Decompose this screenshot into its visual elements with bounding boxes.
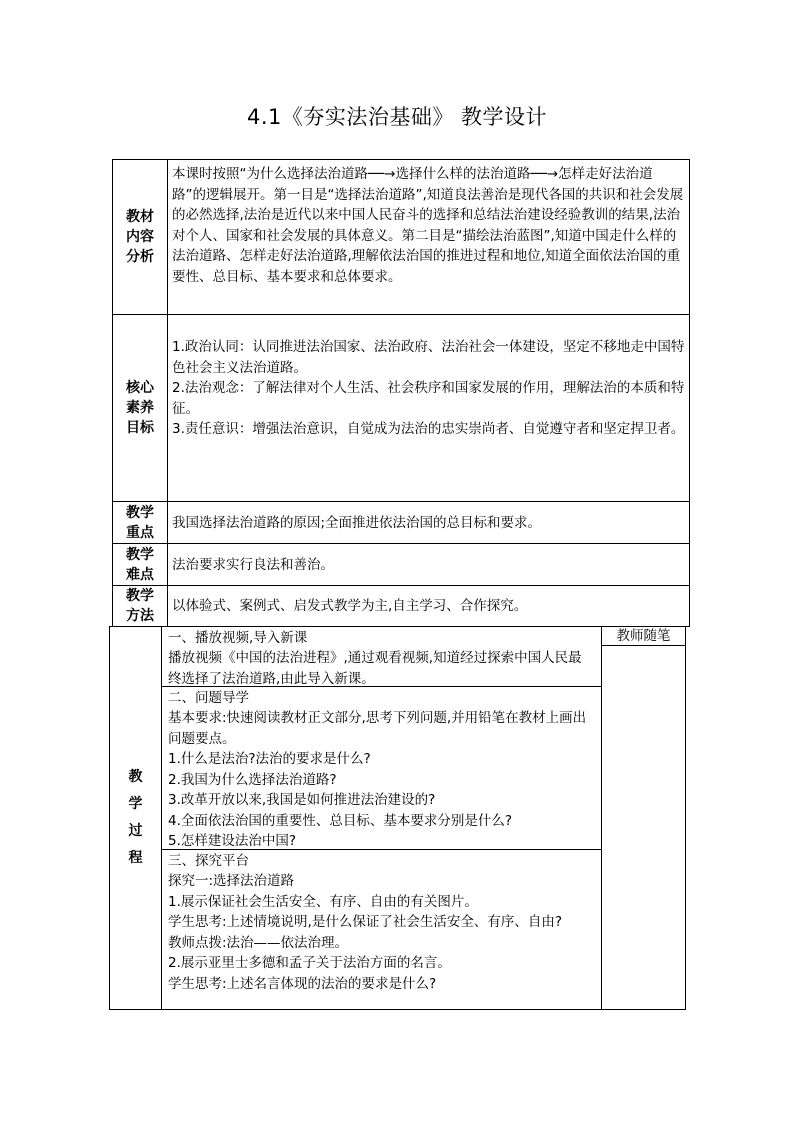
label-line: 方法 — [126, 608, 154, 624]
label-line: 教学 — [126, 588, 154, 604]
label-line: 内容 — [126, 229, 154, 245]
teacher-notes-label: 教师随笔 — [616, 628, 671, 644]
label-methods — [112, 585, 168, 627]
label-line: 难点 — [126, 566, 154, 583]
label-line: 教学 — [126, 546, 154, 563]
label-line: 核心 — [126, 380, 154, 396]
label-line: 程 — [128, 850, 143, 866]
process-section-explore — [161, 849, 602, 1010]
methods-text: 以体验式、案例式、启发式教学为主,自主学习、合作探究。 — [172, 598, 528, 614]
label-core-literacy — [112, 314, 168, 502]
material-analysis-content — [167, 159, 690, 315]
label-material-analysis — [112, 159, 168, 315]
label-difficulties — [112, 543, 168, 586]
label-line: 教材 — [126, 209, 154, 225]
section-line: 2.我国为什么选择法治道路? — [168, 771, 337, 788]
material-analysis-text: 本课时按照“为什么选择法治道路──→选择什么样的法治道路──→怎样走好法治道路”的逻辑展开。第一目是“选择法治道路”,知道良法善治是现代各国的共识和社会发展的必然选择,法治是近代以来中国人民奋斗的选择和总结法治建设经验教训的结果,法治对个人、国家和社会发展的具体意义。第二目是“描绘法治蓝图”,知道中国走什么样的法治道路、怎样走好法治道路,理解依法治国的推进过程和地位,知道全面依法治国的重要性、总目标、基本要求和总体要求。 — [172, 166, 684, 285]
page-title: 4.1《夯实法治基础》 教学设计 — [246, 105, 548, 129]
section-line: 播放视频《中国的法治进程》,通过观看视频,知道经过探索中国人民最终选择了法治道路,由此导入新课。 — [168, 650, 582, 687]
section-heading: 三、探究平台 — [168, 853, 249, 869]
section-line: 4.全面依法治国的重要性、总目标、基本要求分别是什么? — [168, 812, 513, 829]
label-line: 过 — [128, 823, 143, 839]
label-line: 教 — [128, 769, 143, 785]
section-line: 2.展示亚里士多德和孟子关于法治方面的名言。 — [168, 955, 451, 971]
section-line: 3.改革开放以来,我国是如何推进法治建设的? — [168, 792, 436, 808]
section-line: 学生思考:上述情境说明,是什么保证了社会生活安全、有序、自由? — [168, 914, 563, 930]
teacher-notes-header — [601, 626, 686, 646]
section-line: 教师点拨:法治——依法治理。 — [168, 934, 349, 951]
core-goal-item: 2.法治观念：了解法律对个人生活、社会秩序和国家发展的作用，理解法治的本质和特征。 — [172, 380, 685, 417]
teacher-notes-area — [601, 645, 686, 1010]
core-goal-item: 3.责任意识：增强法治意识，自觉成为法治的忠实崇尚者、自觉遵守者和坚定捍卫者。 — [172, 421, 685, 437]
label-line: 素养 — [126, 400, 154, 416]
label-line: 分析 — [126, 249, 154, 265]
key-points-content — [167, 501, 690, 544]
core-goal-item: 1.政治认同：认同推进法治国家、法治政府、法治社会一体建设，坚定不移地走中国特色社会主义法治道路。 — [172, 339, 685, 376]
section-line: 基本要求:快速阅读教材正文部分,思考下列问题,并用铅笔在教材上画出问题要点。 — [168, 710, 587, 747]
label-line: 重点 — [126, 524, 154, 541]
process-section-questions — [161, 686, 602, 850]
section-line: 1.展示保证社会生活安全、有序、自由的有关图片。 — [168, 893, 478, 910]
difficulties-text: 法治要求实行良法和善治。 — [172, 557, 334, 573]
key-points-text: 我国选择法治道路的原因;全面推进依法治国的总目标和要求。 — [172, 515, 542, 531]
section-heading: 一、播放视频,导入新课 — [168, 630, 308, 646]
process-section-intro — [161, 626, 602, 687]
core-literacy-content — [167, 314, 690, 502]
label-line: 教学 — [126, 504, 154, 521]
section-line: 探究一:选择法治道路 — [168, 873, 295, 889]
process-label-cell — [109, 626, 162, 1010]
difficulties-content — [167, 543, 690, 586]
label-line: 目标 — [126, 420, 154, 436]
label-line: 学 — [128, 796, 143, 812]
methods-content — [167, 585, 690, 627]
section-line: 5.怎样建设法治中国? — [168, 833, 297, 849]
label-key-points — [112, 501, 168, 544]
section-line: 1.什么是法治?法治的要求是什么? — [168, 751, 371, 767]
section-line: 学生思考:上述名言体现的法治的要求是什么? — [168, 975, 437, 992]
section-heading: 二、问题导学 — [168, 690, 249, 706]
